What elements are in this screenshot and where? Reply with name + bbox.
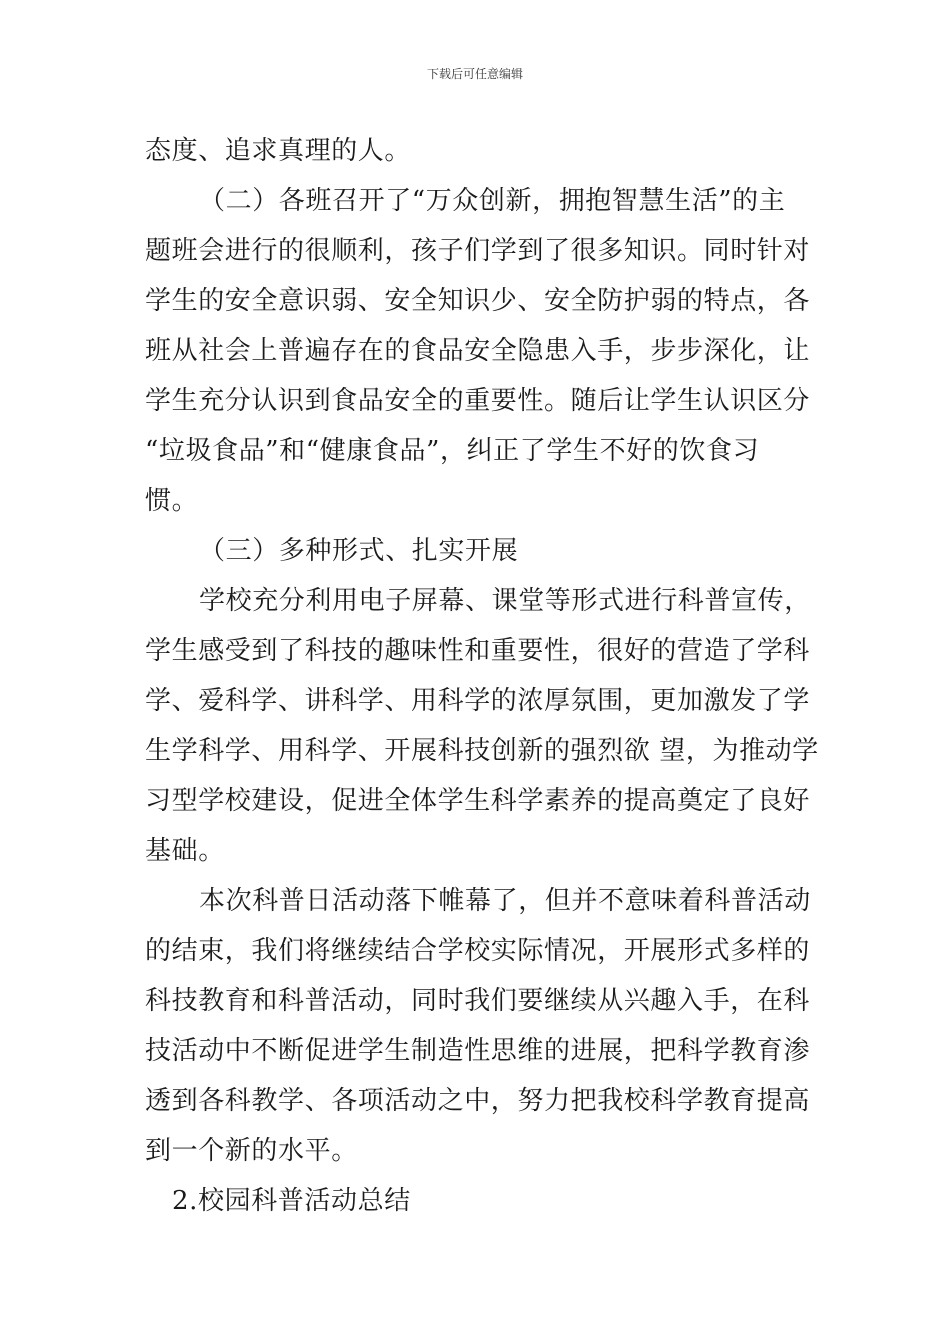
text-line: 科技教育和科普活动，同时我们要继续从兴趣入手，在科 [145,986,811,1016]
text-line: 习型学校建设，促进全体学生科学素养的提高奠定了良好 [145,786,811,816]
page-header: 下载后可任意编辑 [426,67,523,81]
text-line: 学生充分认识到食品安全的重要性。随后让学生认识区分 [145,386,811,416]
text-line: 本次科普日活动落下帷幕了，但并不意味着科普活动 [199,886,811,916]
text-line: 学生感受到了科技的趣味性和重要性，很好的营造了学科 [145,636,811,666]
text-line: 题班会进行的很顺利，孩子们学到了很多知识。同时针对 [145,236,811,266]
text-line: 惯。 [145,486,199,516]
text-line: 态度、追求真理的人。 [145,136,412,166]
text-line: 学校充分利用电子屏幕、课堂等形式进行科普宣传， [199,586,811,616]
text-line: 的结束，我们将继续结合学校实际情况，开展形式多样的 [145,936,811,966]
paragraph-section-two [145,176,815,526]
text-line: 到一个新的水平。 [145,1136,358,1166]
text-line: （二）各班召开了“万众创新，拥抱智慧生活”的主 [199,186,786,216]
section-heading-campus-science [145,1176,815,1226]
text-line: 2.校园科普活动总结 [172,1186,411,1216]
paragraph-conclusion [145,876,815,1176]
text-line: 班从社会上普遍存在的食品安全隐患入手，步步深化，让 [145,336,811,366]
section-three-heading [145,526,815,576]
text-line: 基础。 [145,836,225,866]
text-line: 生学科学、用科学、开展科技创新的强烈欲 望，为推动学 [145,736,819,766]
paragraph-section-three [145,576,819,876]
document-body [145,126,819,1226]
text-line: 技活动中不断促进学生制造性思维的进展，把科学教育渗 [145,1036,811,1066]
text-line: 透到各科教学、各项活动之中，努力把我校科学教育提高 [145,1086,811,1116]
text-line: “垃圾食品”和“健康食品”，纠正了学生不好的饮食习 [145,436,760,466]
text-line: 学生的安全意识弱、安全知识少、安全防护弱的特点，各 [145,286,811,316]
paragraph-continuation [145,126,815,176]
text-line: 学、爱科学、讲科学、用科学的浓厚氛围，更加激发了学 [145,686,811,716]
text-line: （三）多种形式、扎实开展 [199,536,519,566]
